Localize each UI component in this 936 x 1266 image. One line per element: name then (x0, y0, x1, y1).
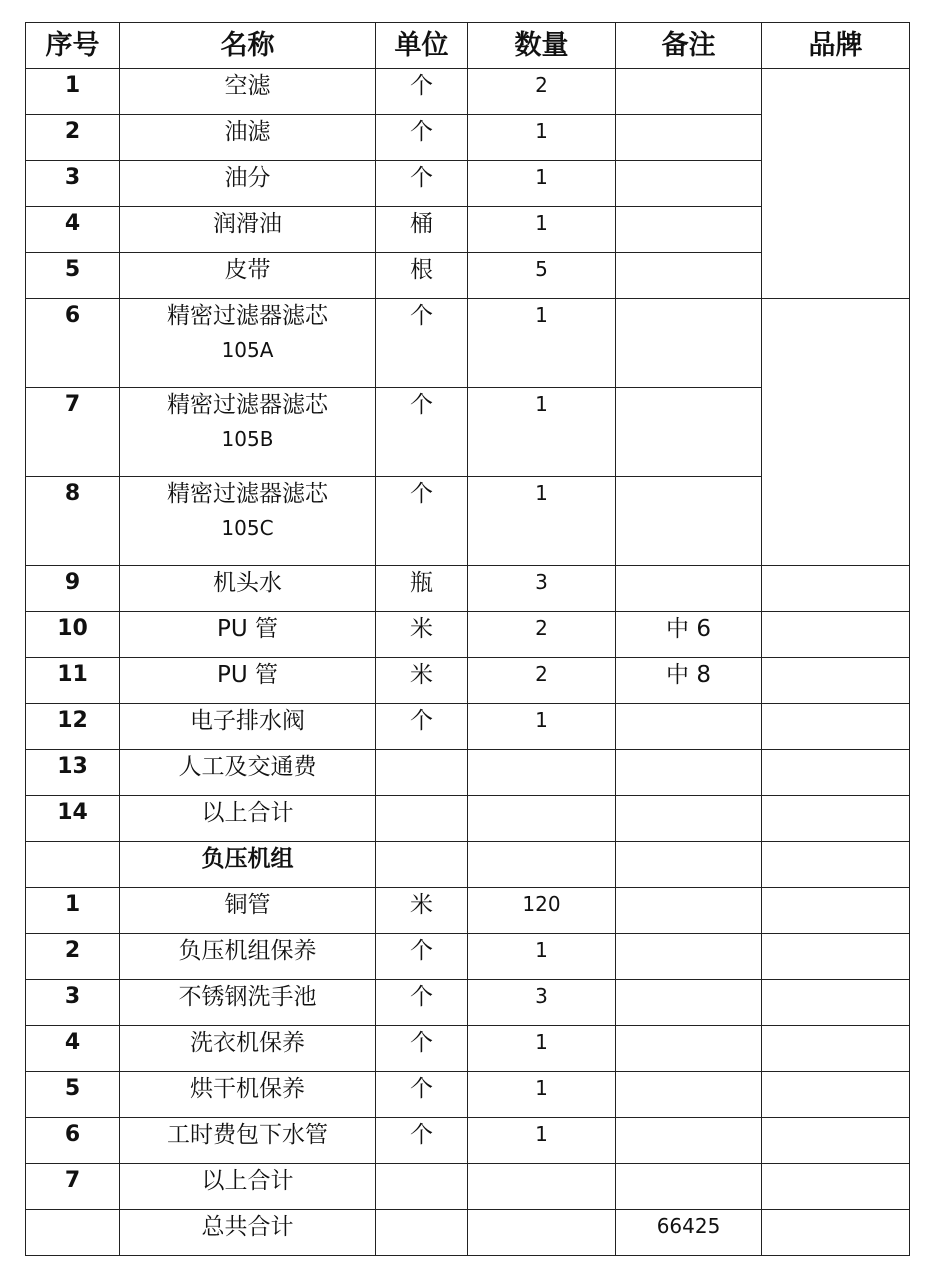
cell-no: 3 (26, 161, 120, 207)
cell-unit: 个 (376, 299, 468, 388)
cell-note (616, 566, 762, 612)
cell-note (616, 253, 762, 299)
table-row (26, 1164, 910, 1210)
cell-note (616, 1164, 762, 1210)
cell-name: 洗衣机保养 (120, 1026, 376, 1072)
cell-no (26, 1210, 120, 1256)
cell-name: 油分 (120, 161, 376, 207)
grand-total-row (26, 1210, 910, 1256)
section-title: 负压机组 (120, 842, 376, 888)
cell-no: 14 (26, 796, 120, 842)
cell-brand (762, 612, 910, 658)
cell-qty (468, 750, 616, 796)
cell-qty: 1 (468, 299, 616, 388)
table-row (26, 1072, 910, 1118)
table-row (26, 658, 910, 704)
cell-no: 5 (26, 1072, 120, 1118)
cell-name: 铜管 (120, 888, 376, 934)
cell-no (26, 842, 120, 888)
cell-no: 1 (26, 888, 120, 934)
cell-no: 9 (26, 566, 120, 612)
cell-unit: 米 (376, 888, 468, 934)
cell-unit: 个 (376, 477, 468, 566)
cell-no: 3 (26, 980, 120, 1026)
cell-unit: 个 (376, 1118, 468, 1164)
cell-note (616, 477, 762, 566)
cell-name: 不锈钢洗手池 (120, 980, 376, 1026)
grand-total-value: 66425 (616, 1210, 762, 1256)
cell-note (616, 161, 762, 207)
table-row (26, 980, 910, 1026)
cell-name: 空滤 (120, 69, 376, 115)
cell-brand (762, 934, 910, 980)
cell-unit (376, 796, 468, 842)
header-qty: 数量 (468, 23, 616, 69)
cell-unit: 米 (376, 612, 468, 658)
cell-no: 4 (26, 1026, 120, 1072)
cell-note (616, 69, 762, 115)
cell-unit: 个 (376, 980, 468, 1026)
section-row (26, 842, 910, 888)
cell-note (616, 299, 762, 388)
cell-no: 1 (26, 69, 120, 115)
cell-unit: 个 (376, 934, 468, 980)
cell-unit: 米 (376, 658, 468, 704)
cell-no: 12 (26, 704, 120, 750)
cell-name: 油滤 (120, 115, 376, 161)
cell-qty: 3 (468, 566, 616, 612)
cell-name-model: 105C (221, 516, 274, 540)
cell-name: 润滑油 (120, 207, 376, 253)
price-table (25, 22, 910, 1256)
cell-brand (762, 299, 910, 566)
cell-qty (468, 1164, 616, 1210)
table-row (26, 612, 910, 658)
table-row (26, 796, 910, 842)
cell-qty: 1 (468, 207, 616, 253)
cell-unit: 个 (376, 1072, 468, 1118)
table-row (26, 566, 910, 612)
cell-name: PU 管 (120, 658, 376, 704)
cell-name: PU 管 (120, 612, 376, 658)
cell-note (616, 115, 762, 161)
header-unit: 单位 (376, 23, 468, 69)
cell-qty: 1 (468, 477, 616, 566)
cell-unit (376, 842, 468, 888)
cell-unit: 个 (376, 1026, 468, 1072)
cell-qty: 1 (468, 388, 616, 477)
cell-unit: 个 (376, 388, 468, 477)
cell-no: 7 (26, 1164, 120, 1210)
cell-note (616, 796, 762, 842)
cell-unit: 个 (376, 69, 468, 115)
table-row (26, 1118, 910, 1164)
table-row (26, 69, 910, 115)
cell-name: 精密过滤器滤芯 105B (120, 388, 376, 477)
cell-note (616, 842, 762, 888)
cell-qty: 120 (468, 888, 616, 934)
cell-name-model: 105A (221, 338, 274, 362)
cell-qty: 1 (468, 1118, 616, 1164)
cell-qty: 1 (468, 161, 616, 207)
cell-name: 电子排水阀 (120, 704, 376, 750)
cell-brand (762, 750, 910, 796)
table-row (26, 888, 910, 934)
cell-qty: 5 (468, 253, 616, 299)
cell-qty: 3 (468, 980, 616, 1026)
cell-note (616, 888, 762, 934)
cell-note (616, 207, 762, 253)
cell-qty: 1 (468, 1026, 616, 1072)
cell-qty: 2 (468, 69, 616, 115)
cell-qty (468, 842, 616, 888)
cell-brand (762, 1072, 910, 1118)
table-row (26, 1026, 910, 1072)
cell-no: 2 (26, 934, 120, 980)
cell-unit: 个 (376, 115, 468, 161)
cell-qty: 2 (468, 658, 616, 704)
table-row (26, 934, 910, 980)
cell-brand (762, 1164, 910, 1210)
header-row (26, 23, 910, 69)
cell-name: 机头水 (120, 566, 376, 612)
cell-no: 2 (26, 115, 120, 161)
cell-no: 5 (26, 253, 120, 299)
cell-name: 以上合计 (120, 796, 376, 842)
cell-unit: 根 (376, 253, 468, 299)
cell-note (616, 704, 762, 750)
cell-no: 6 (26, 299, 120, 388)
cell-name: 人工及交通费 (120, 750, 376, 796)
cell-note (616, 750, 762, 796)
table-row (26, 299, 910, 388)
cell-unit (376, 750, 468, 796)
cell-no: 10 (26, 612, 120, 658)
cell-brand (762, 658, 910, 704)
cell-name: 皮带 (120, 253, 376, 299)
cell-qty (468, 796, 616, 842)
cell-qty: 1 (468, 1072, 616, 1118)
cell-brand (762, 1210, 910, 1256)
cell-brand (762, 69, 910, 299)
cell-unit (376, 1164, 468, 1210)
cell-brand (762, 888, 910, 934)
grand-total-label: 总共合计 (120, 1210, 376, 1256)
cell-name: 工时费包下水管 (120, 1118, 376, 1164)
cell-no: 6 (26, 1118, 120, 1164)
cell-note: 中 6 (616, 612, 762, 658)
header-name: 名称 (120, 23, 376, 69)
cell-brand (762, 842, 910, 888)
cell-note (616, 1026, 762, 1072)
cell-qty: 1 (468, 934, 616, 980)
cell-qty: 2 (468, 612, 616, 658)
header-brand: 品牌 (762, 23, 910, 69)
cell-no: 8 (26, 477, 120, 566)
cell-brand (762, 1026, 910, 1072)
cell-no: 11 (26, 658, 120, 704)
cell-qty: 1 (468, 115, 616, 161)
cell-unit (376, 1210, 468, 1256)
cell-note (616, 980, 762, 1026)
cell-name: 烘干机保养 (120, 1072, 376, 1118)
cell-name: 负压机组保养 (120, 934, 376, 980)
table-row (26, 750, 910, 796)
cell-unit: 个 (376, 704, 468, 750)
cell-name: 精密过滤器滤芯 105A (120, 299, 376, 388)
cell-brand (762, 796, 910, 842)
cell-note (616, 388, 762, 477)
cell-unit: 个 (376, 161, 468, 207)
cell-brand (762, 980, 910, 1026)
cell-note (616, 1072, 762, 1118)
cell-note (616, 934, 762, 980)
cell-name: 精密过滤器滤芯 105C (120, 477, 376, 566)
cell-brand (762, 704, 910, 750)
cell-note: 中 8 (616, 658, 762, 704)
cell-brand (762, 566, 910, 612)
cell-name-model: 105B (221, 427, 274, 451)
cell-note (616, 1118, 762, 1164)
header-no: 序号 (26, 23, 120, 69)
table-row (26, 704, 910, 750)
cell-unit: 瓶 (376, 566, 468, 612)
header-note: 备注 (616, 23, 762, 69)
cell-no: 4 (26, 207, 120, 253)
cell-unit: 桶 (376, 207, 468, 253)
cell-no: 7 (26, 388, 120, 477)
cell-qty (468, 1210, 616, 1256)
cell-name: 以上合计 (120, 1164, 376, 1210)
cell-no: 13 (26, 750, 120, 796)
cell-qty: 1 (468, 704, 616, 750)
cell-brand (762, 1118, 910, 1164)
